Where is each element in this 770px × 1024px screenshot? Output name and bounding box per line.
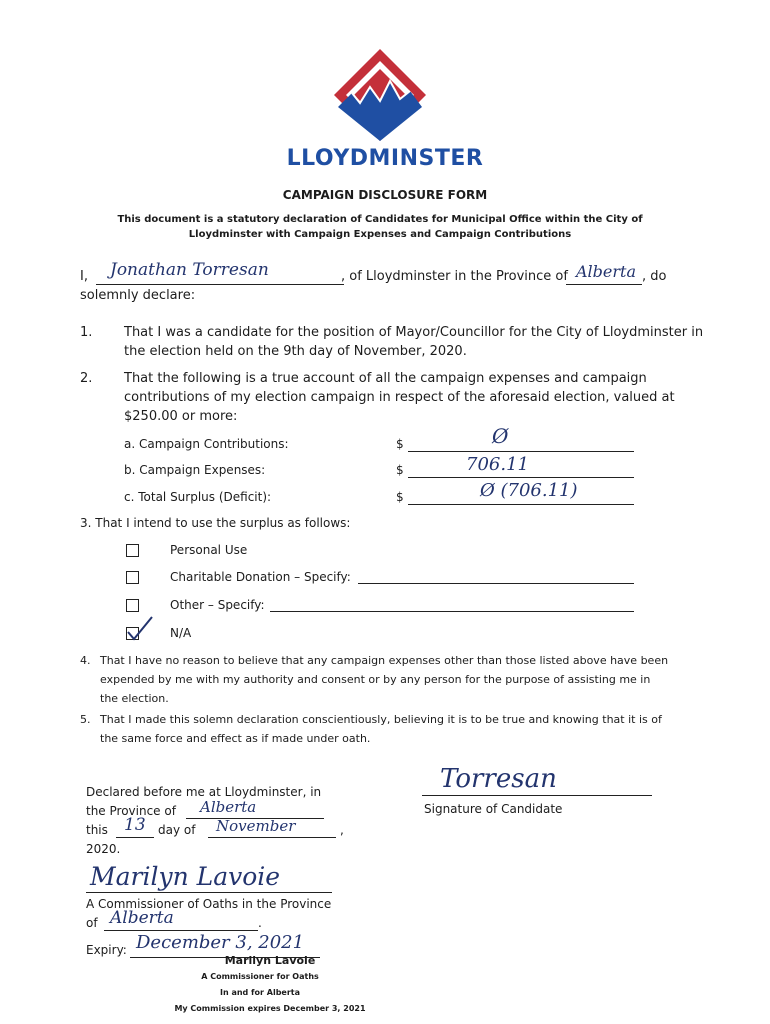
stamp-name: Marilyn Lavoie [224,954,316,967]
account-value-expenses: 706.11 [466,454,529,475]
item1-number: 1. [80,325,93,340]
declared-province-value: Alberta [200,798,257,816]
stamp-line3: My Commission expires December 3, 2021 [174,1004,366,1013]
declaration-prefix: I, [80,269,88,284]
item1-text-b: the election held on the 9th day of November, 2020. [124,344,467,359]
declaration-suffix: , do [642,269,667,284]
commissioner-of-value: Alberta [110,908,174,928]
declared-province-prefix: the Province of [86,804,176,818]
declared-month-value: November [216,817,296,835]
option-charitable: Charitable Donation – Specify: [170,570,351,584]
item1-text-a: That I was a candidate for the position of Mayor/Councillor for the City of Lloydminster in [124,325,704,340]
stamp-line1: A Commissioner for Oaths [201,972,319,981]
intro-text: This document is a statutory declaration of Candidates for Municipal Office within the City of Lloydminster with Campaign Expenses and Campaign Contributions [117,214,643,240]
stamp-line2: In and for Alberta [219,988,301,997]
account-label-contributions: a. Campaign Contributions: [124,437,289,451]
option-personal-use: Personal Use [170,543,248,557]
item3-text: 3. That I intend to use the surplus as follows: [80,516,351,530]
candidate-signature-line [422,795,652,796]
commissioner-period: . [258,916,262,930]
option-other: Other – Specify: [170,598,265,612]
item2-text-b: contributions of my election campaign in respect of the aforesaid election, valued at [124,390,675,405]
expiry-label: Expiry: [86,943,127,957]
item2-text-c: $250.00 or more: [124,409,238,424]
candidate-name: Jonathan Torresan [110,260,269,280]
item4-text-c: the election. [100,692,169,705]
declared-month-line [208,837,336,838]
item2-number: 2. [80,371,93,386]
declaration-line2: solemnly declare: [80,288,196,303]
item4-number: 4. [80,654,91,667]
charitable-specify-line [358,583,634,584]
item4-text-a: That I have no reason to believe that any campaign expenses other than those listed above have been [100,654,669,667]
checkbox-personal-use[interactable] [126,544,139,557]
other-specify-line [270,611,634,612]
org-name: LLOYDMINSTER [286,146,484,171]
checkmark-icon [124,614,156,642]
candidate-signature: Torresan [440,764,557,794]
item4-text-b: expended by me with my authority and consent or by any person for the purpose of assisting me in [100,673,651,686]
item5-number: 5. [80,713,91,726]
account-currency-contributions: $ [396,437,404,451]
commissioner-signature-line [86,892,332,893]
account-line-expenses [408,477,634,478]
account-label-surplus: c. Total Surplus (Deficit): [124,490,272,504]
candidate-name-line [96,284,344,285]
declared-comma: , [340,823,344,837]
declaration-mid: , of Lloydminster in the Province of [341,269,568,284]
lloydminster-logo [330,47,430,147]
account-line-surplus [408,504,634,505]
declaration-province: Alberta [576,262,636,281]
account-currency-expenses: $ [396,463,404,477]
account-currency-surplus: $ [396,490,404,504]
item5-text-b: the same force and effect as if made under oath. [100,732,371,745]
commissioner-of-line [104,930,258,931]
declared-day-of: day of [158,823,196,837]
declared-day-line [116,837,154,838]
commissioner-line1: A Commissioner of Oaths in the Province [86,897,332,911]
checkbox-charitable[interactable] [126,571,139,584]
account-value-surplus: Ø (706.11) [480,480,578,501]
declared-this: this [86,823,108,837]
declared-line1: Declared before me at Lloydminster, in [86,785,322,799]
option-na: N/A [170,626,192,640]
commissioner-signature: Marilyn Lavoie [90,862,281,891]
checkbox-other[interactable] [126,599,139,612]
account-label-expenses: b. Campaign Expenses: [124,463,266,477]
account-value-contributions: Ø [492,424,509,448]
province-line [566,284,642,285]
commissioner-of: of [86,916,98,930]
candidate-signature-label: Signature of Candidate [424,802,563,816]
declared-year: 2020. [86,842,121,856]
account-line-contributions [408,451,634,452]
item5-text-a: That I made this solemn declaration conscientiously, believing it is to be true and knowing that it is of [100,713,662,726]
declared-day-value: 13 [124,815,146,835]
item2-text-a: That the following is a true account of all the campaign expenses and campaign [124,371,647,386]
form-title: CAMPAIGN DISCLOSURE FORM [282,188,488,202]
expiry-value: December 3, 2021 [136,932,305,953]
